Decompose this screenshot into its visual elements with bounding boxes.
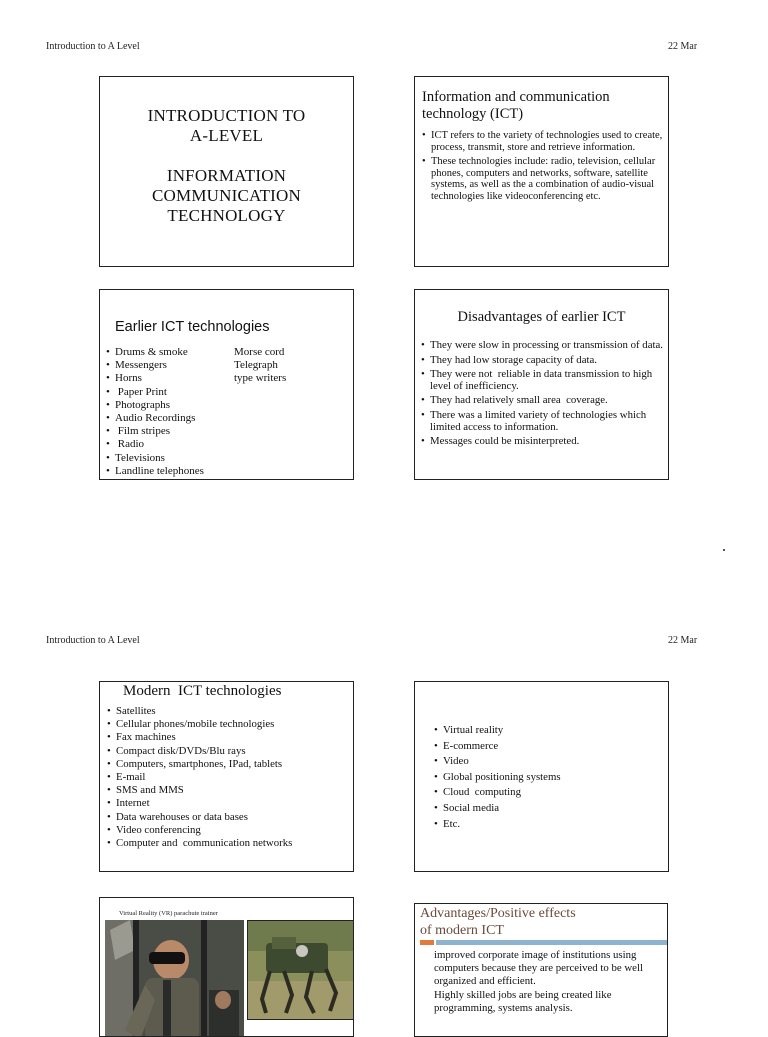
slide-3-right-item: Telegraph [234, 359, 278, 372]
slide-3-title: Earlier ICT technologies [115, 319, 270, 335]
slide-4-bullet: • They had relatively small area coverage. [421, 395, 667, 407]
page-2-header-right: 22 Mar [668, 635, 698, 644]
slide-5-bullet: • Computers, smartphones, IPad, tablets [107, 758, 352, 771]
slide-3-bullet: • Landline telephones [106, 465, 231, 478]
slide-5-bullet: • E-mail [107, 771, 352, 784]
slide-8-item: Highly skilled jobs are being created like programming, systems analysis. [434, 988, 612, 1014]
slide-3-bullet: • Photographs [106, 399, 231, 412]
slide-5-bullet-list [107, 705, 352, 850]
robot-mule-illustration [248, 921, 354, 1019]
slide-1-title-line-5: TECHNOLOGY [167, 206, 286, 225]
slide-8-item: improved corporate image of institutions using computers because they are perceived to be well organized and efficient. [434, 949, 643, 988]
slide-4-bullet: • They were slow in processing or transmission of data. [421, 340, 667, 352]
slide-ict-definition [414, 76, 669, 267]
slide-5-bullet: • Video conferencing [107, 824, 352, 837]
slide-5-bullet: • Data warehouses or data bases [107, 811, 352, 824]
slide-5-bullet: • Compact disk/DVDs/Blu rays [107, 745, 352, 758]
slide-4-bullet-list [421, 340, 667, 448]
slide-4-title: Disadvantages of earlier ICT [457, 309, 626, 325]
slide-advantages [414, 903, 668, 1037]
slide-4-bullet: • There was a limited variety of technologies which limited access to information. [421, 410, 667, 433]
slide-6-bullet: • E-commerce [434, 739, 664, 755]
slide-6-bullet-list [434, 723, 664, 832]
slide-5-bullet: • Satellites [107, 705, 352, 718]
slide-3-bullet: • Paper Print [106, 386, 231, 399]
vr-parachute-trainer-image [105, 920, 244, 1037]
slide-6-bullet: • Cloud computing [434, 785, 664, 801]
slide-2-bullet: • ICT refers to the variety of technologies used to create, process, transmit, store and retrieve information. [422, 130, 667, 153]
slide-3-bullet: • Televisions [106, 452, 231, 465]
slide-3-bullet: • Messengers [106, 359, 231, 372]
slide-6-bullet: • Virtual reality [434, 723, 664, 739]
slide-3-right-item: Morse cord [234, 346, 285, 358]
slide-8-title-line-1: Advantages/Positive effects [420, 906, 576, 921]
page-2-header-left: Introduction to A Level [46, 635, 140, 644]
slide-title-intro [99, 76, 354, 267]
slide-2-bullet: • These technologies include: radio, television, cellular phones, computers and networks, software, satellite systems, as well as the a combination of audio-visual technologies like videoconferencing etc. [422, 156, 667, 202]
slide-5-bullet: • Fax machines [107, 731, 352, 744]
accent-bar-orange [420, 940, 434, 945]
slide-5-bullet: • SMS and MMS [107, 784, 352, 797]
stray-dot [723, 549, 725, 551]
slide-6-bullet: • Etc. [434, 817, 664, 833]
slide-5-title: Modern ICT technologies [123, 683, 282, 699]
slide-3-bullet-list [106, 346, 231, 478]
slide-8-item-list [434, 949, 666, 1015]
slide-6-bullet: • Global positioning systems [434, 770, 664, 786]
slide-6-bullet: • Social media [434, 801, 664, 817]
slide-earlier-ict [99, 289, 354, 480]
slide-3-bullet: • Radio [106, 438, 231, 451]
slide-3-right-list [234, 346, 349, 386]
slide-6-bullet: • Video [434, 754, 664, 770]
slide-5-bullet: • Cellular phones/mobile technologies [107, 718, 352, 731]
slide-3-bullet: • Film stripes [106, 425, 231, 438]
robot-mule-image [247, 920, 354, 1020]
slide-3-bullet: • Audio Recordings [106, 412, 231, 425]
slide-2-bullet-list [422, 130, 667, 203]
slide-8-title-line-2: of modern ICT [420, 923, 504, 938]
slide-1-title-line-4: COMMUNICATION [152, 186, 301, 205]
slide-5-bullet: • Computer and communication networks [107, 837, 352, 850]
slide-4-bullet: • They were not reliable in data transmission to high level of inefficiency. [421, 369, 667, 392]
slide-2-title: Information and communication technology (ICT) [422, 89, 610, 122]
slide-3-right-item: type writers [234, 372, 287, 385]
slide-modern-ict [99, 681, 354, 872]
slide-vr-images [99, 897, 354, 1037]
page-1-header-right: 22 Mar [668, 41, 698, 50]
slide-disadvantages [414, 289, 669, 480]
page-1-header-left: Introduction to A Level [46, 41, 140, 50]
slide-3-bullet: • Horns [106, 372, 231, 385]
slide-1-title-line-1: INTRODUCTION TO [147, 106, 306, 125]
accent-bar-blue [436, 940, 667, 945]
slide-3-bullet: • Drums & smoke [106, 346, 231, 359]
slide-7-caption: Virtual Reality (VR) parachute trainer [119, 910, 218, 917]
vr-trainer-illustration [105, 920, 244, 1037]
slide-modern-ict-continued [414, 681, 669, 872]
slide-1-title-line-3: INFORMATION [166, 166, 287, 185]
slide-1-title-line-2: A-LEVEL [189, 126, 264, 145]
slide-5-bullet: • Internet [107, 797, 352, 810]
slide-4-bullet: • They had low storage capacity of data. [421, 355, 667, 367]
slide-4-bullet: • Messages could be misinterpreted. [421, 436, 667, 448]
